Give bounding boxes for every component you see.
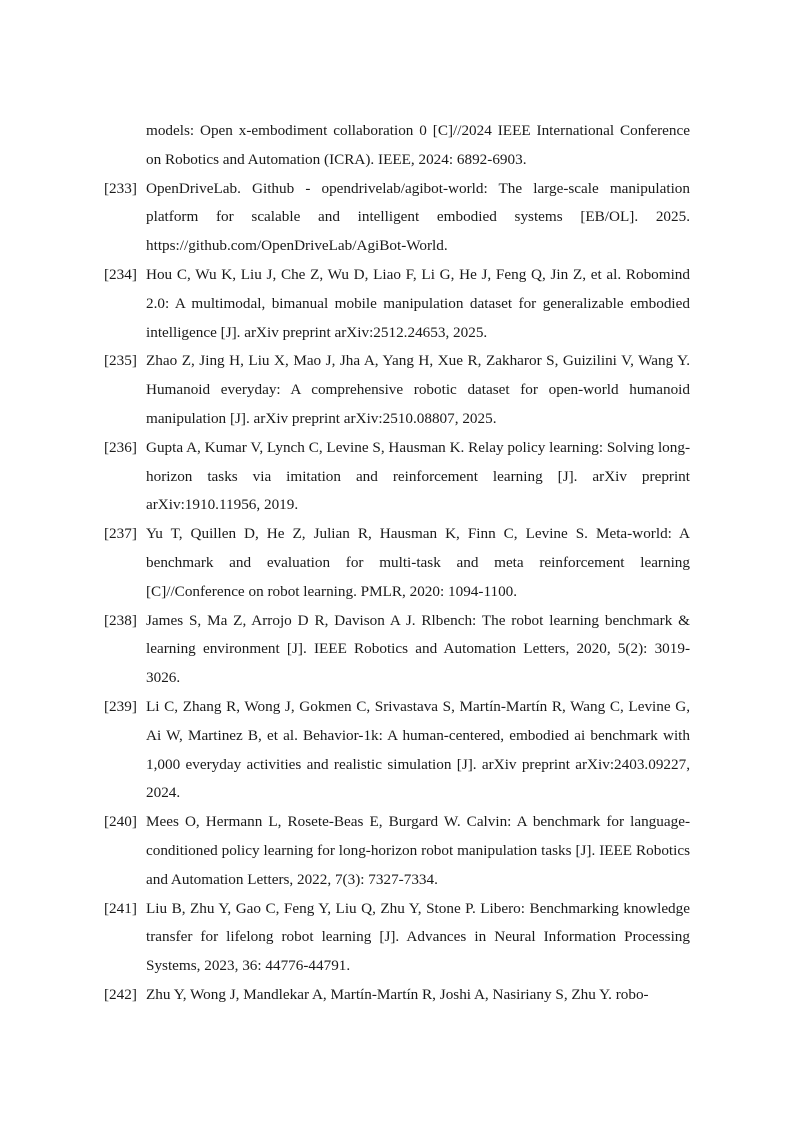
reference-text: models: Open x-embodiment collaboration 0 [C]//2024 IEEE International Conference on Robotics and Automation (ICRA). IEEE, 2024: 6892-6903. [146, 122, 690, 168]
reference-text: Hou C, Wu K, Liu J, Che Z, Wu D, Liao F, Li G, He J, Feng Q, Jin Z, et al. Robomind 2.0: A multimodal, bimanual mobile manipulation dataset for generalizable embodied intelligence [J]. arXiv preprint arXiv:2512.24653, 2025. [146, 265, 690, 341]
reference-number: [233] [104, 179, 137, 197]
reference-text: Mees O, Hermann L, Rosete-Beas E, Burgard W. Calvin: A benchmark for language-conditioned policy learning for long-horizon robot manipulation tasks [J]. IEEE Robotics and Automation Letters, 2022, 7(3): 7327-7334. [146, 813, 690, 888]
reference-number: [240] [104, 813, 137, 831]
reference-entry [104, 434, 690, 520]
reference-entry [104, 520, 690, 606]
reference-entry [104, 808, 690, 894]
reference-number: [238] [104, 611, 137, 629]
reference-entry [104, 693, 690, 808]
reference-entry [104, 261, 690, 347]
reference-number: [239] [104, 697, 137, 715]
reference-entry [104, 117, 690, 175]
reference-text: Li C, Zhang R, Wong J, Gokmen C, Srivastava S, Martín-Martín R, Wang C, Levine G, Ai W, Martinez B, et al. Behavior-1k: A human-centered, embodied ai benchmark with 1,000 everyday activities and realistic simulation [J]. arXiv preprint arXiv:2403.09227, 2024. [146, 697, 690, 802]
reference-entry [104, 895, 690, 981]
reference-text: Yu T, Quillen D, He Z, Julian R, Hausman K, Finn C, Levine S. Meta-world: A benchmark and evaluation for multi-task and meta reinforcement learning [C]//Conference on robot learning. PMLR, 2020: 1094-1100. [146, 525, 690, 600]
reference-text: Zhu Y, Wong J, Mandlekar A, Martín-Martín R, Joshi A, Nasiriany S, Zhu Y. robo- [146, 985, 649, 1003]
reference-entry [104, 175, 690, 261]
reference-text: OpenDriveLab. Github - opendrivelab/agibot-world: The large-scale manipulation platform for scalable and intelligent embodied systems [EB/OL]. 2025. https://github.com/OpenDriveLab/AgiBot-World. [146, 179, 690, 255]
reference-text: Liu B, Zhu Y, Gao C, Feng Y, Liu Q, Zhu Y, Stone P. Libero: Benchmarking knowledge transfer for lifelong robot learning [J]. Advances in Neural Information Processing Systems, 2023, 36: 44776-44791. [146, 899, 690, 975]
reference-entry [104, 981, 690, 1010]
reference-text: Zhao Z, Jing H, Liu X, Mao J, Jha A, Yang H, Xue R, Zakharor S, Guizilini V, Wang Y. Humanoid everyday: A comprehensive robotic dataset for open-world humanoid manipulation [J]. arXiv preprint arXiv:2510.08807, 2025. [146, 352, 690, 427]
reference-text: James S, Ma Z, Arrojo D R, Davison A J. Rlbench: The robot learning benchmark & learning environment [J]. IEEE Robotics and Automation Letters, 2020, 5(2): 3019-3026. [146, 611, 690, 687]
reference-number: [241] [104, 899, 137, 917]
reference-number: [234] [104, 265, 137, 283]
reference-number: [236] [104, 438, 137, 456]
reference-number: [242] [104, 985, 137, 1003]
reference-text: Gupta A, Kumar V, Lynch C, Levine S, Hausman K. Relay policy learning: Solving long-horizon tasks via imitation and reinforcement learning [J]. arXiv preprint arXiv:1910.11956, 2019. [146, 438, 691, 514]
reference-number: [237] [104, 525, 137, 543]
reference-list [104, 117, 690, 1010]
reference-number: [235] [104, 352, 137, 370]
reference-entry [104, 607, 690, 693]
reference-entry [104, 347, 690, 433]
